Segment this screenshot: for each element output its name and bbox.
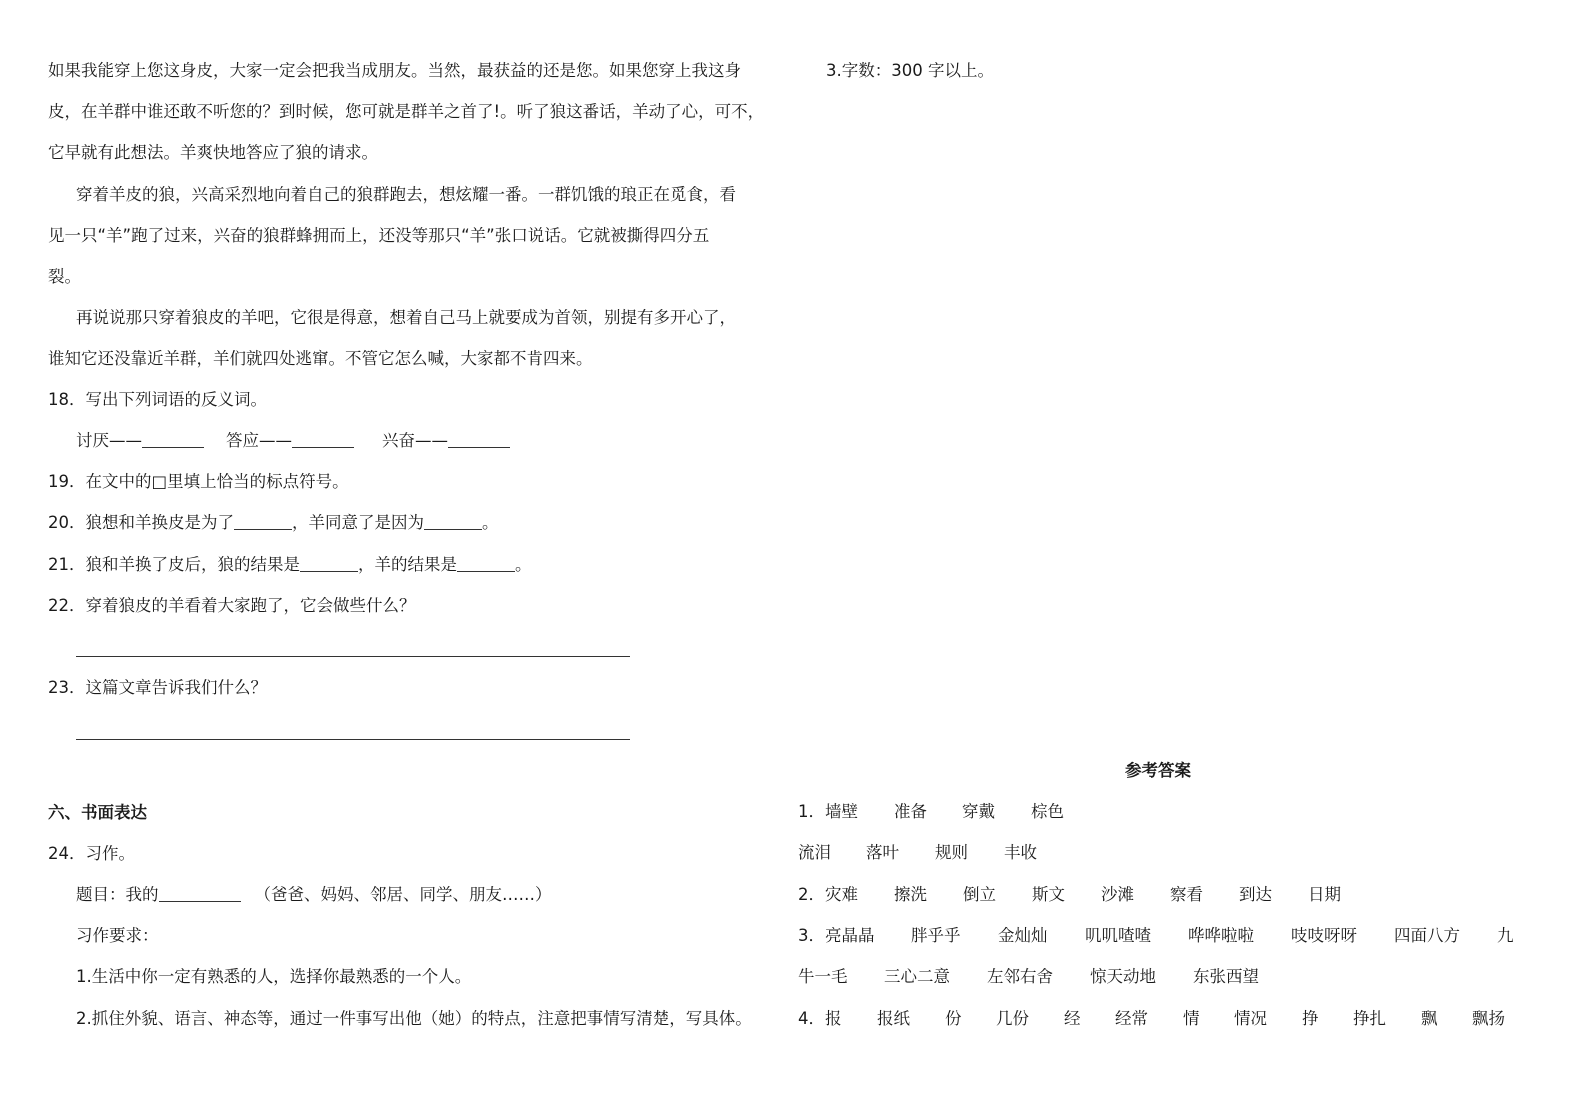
answer-word: 规则 (935, 843, 968, 862)
answer-word: 飘扬 (1472, 1009, 1505, 1028)
answer-word: 到达 (1239, 885, 1272, 904)
answer-blank[interactable] (234, 513, 292, 530)
answer-word: 左邻右舍 (987, 967, 1053, 986)
answer-line[interactable] (76, 656, 630, 657)
answer-blank[interactable] (448, 431, 510, 448)
answer-row (798, 801, 1100, 823)
answer-word: 四面八方 (1394, 926, 1460, 945)
answer-blank[interactable] (457, 555, 515, 572)
passage-line: 再说说那只穿着狼皮的羊吧，它很是得意，想着自己马上就要成为首领，别提有多开心了， (76, 308, 736, 327)
passage-line: 它早就有此想法。羊爽快地答应了狼的请求。 (48, 143, 378, 162)
passage-line: 穿着羊皮的狼，兴高采烈地向着自己的狼群跑去，想炫耀一番。一群饥饿的琅正在觅食，看 (76, 185, 736, 204)
answer-word: 日期 (1308, 885, 1341, 904)
answer-word: 准备 (894, 802, 927, 821)
answer-word: 挣扎 (1353, 1009, 1386, 1028)
requirement-item: 1.生活中你一定有熟悉的人，选择你最熟悉的一个人。 (76, 967, 472, 986)
question-20-text: 20．狼想和羊换皮是为了 (48, 513, 234, 532)
answer-word: 三心二意 (884, 967, 950, 986)
essay-topic-text: 题目：我的 (76, 885, 159, 904)
question-21 (48, 554, 532, 576)
question-22: 22．穿着狼皮的羊看着大家跑了，它会做些什么？ (48, 596, 416, 615)
answer-row (798, 966, 1296, 988)
answer-word: 哗哗啦啦 (1188, 926, 1254, 945)
passage-line: 谁知它还没靠近羊群，羊们就四处逃窜。不管它怎么喊，大家都不肯四来。 (48, 349, 593, 368)
answer-blank[interactable] (300, 555, 358, 572)
answer-word: 情况 (1234, 1009, 1267, 1028)
antonym-item (382, 430, 510, 452)
requirement-item: 2.抓住外貌、语言、神态等，通过一件事写出他（她）的特点，注意把事情写清楚，写具体。 (76, 1009, 752, 1028)
question-21-text: ，羊的结果是 (358, 555, 457, 574)
answer-word: 丰收 (1004, 843, 1037, 862)
antonym-word: 讨厌—— (76, 431, 142, 450)
answer-word: 流泪 (798, 843, 831, 862)
answer-line[interactable] (76, 739, 630, 740)
answer-word: 落叶 (866, 843, 899, 862)
antonym-word: 答应—— (226, 431, 292, 450)
essay-topic (76, 884, 552, 906)
essay-topic-options: （爸爸、妈妈、邻居、同学、朋友……） (254, 885, 552, 904)
answer-word: 惊天动地 (1090, 967, 1156, 986)
answer-word: 胖乎乎 (911, 926, 961, 945)
answer-row (798, 842, 1073, 864)
answer-blank[interactable] (292, 431, 354, 448)
answer-word: 经 (1064, 1009, 1081, 1028)
answer-word: 4．报 (798, 1009, 842, 1028)
passage-line: 如果我能穿上您这身皮，大家一定会把我当成朋友。当然，最获益的还是您。如果您穿上我这身 (48, 61, 741, 80)
answer-row (798, 1008, 1508, 1030)
answer-word: 报纸 (877, 1009, 910, 1028)
question-24: 24．习作。 (48, 844, 135, 863)
requirements-title: 习作要求： (76, 926, 159, 945)
question-19: 19．在文中的□里填上恰当的标点符号。 (48, 472, 349, 491)
answer-word: 斯文 (1032, 885, 1065, 904)
answer-key-title: 参考答案 (1125, 761, 1191, 780)
antonym-item (76, 430, 204, 452)
answer-word: 东张西望 (1193, 967, 1259, 986)
question-21-text: 21．狼和羊换了皮后，狼的结果是 (48, 555, 300, 574)
question-20 (48, 512, 499, 534)
answer-word: 经常 (1115, 1009, 1148, 1028)
question-21-text: 。 (515, 555, 532, 574)
antonym-row (76, 430, 510, 452)
requirement-item: 3.字数：300 字以上。 (826, 61, 994, 80)
answer-word: 3．亮晶晶 (798, 926, 875, 945)
answer-word: 沙滩 (1101, 885, 1134, 904)
answer-word: 飘 (1421, 1009, 1438, 1028)
answer-blank[interactable] (424, 513, 482, 530)
question-20-text: 。 (482, 513, 499, 532)
passage-line: 裂。 (48, 267, 81, 286)
answer-word: 1．墙壁 (798, 802, 858, 821)
passage-line: 见一只“羊”跑了过来，兴奋的狼群蜂拥而上，还没等那只“羊”张口说话。它就被撕得四分五 (48, 226, 710, 245)
answer-blank[interactable] (159, 885, 241, 902)
answer-word: 察看 (1170, 885, 1203, 904)
answer-word: 挣 (1302, 1009, 1319, 1028)
answer-word: 叽叽喳喳 (1085, 926, 1151, 945)
answer-row (798, 884, 1377, 906)
answer-word: 棕色 (1031, 802, 1064, 821)
answer-word: 2．灾难 (798, 885, 858, 904)
answer-row (798, 925, 1517, 947)
answer-word: 金灿灿 (998, 926, 1048, 945)
antonym-item (226, 430, 354, 452)
question-18: 18．写出下列词语的反义词。 (48, 390, 267, 409)
question-23: 23．这篇文章告诉我们什么？ (48, 678, 267, 697)
answer-word: 吱吱呀呀 (1291, 926, 1357, 945)
question-20-text: ，羊同意了是因为 (292, 513, 424, 532)
answer-word: 牛一毛 (798, 967, 848, 986)
answer-word: 九 (1497, 926, 1514, 945)
answer-word: 擦洗 (894, 885, 927, 904)
answer-word: 情 (1183, 1009, 1200, 1028)
antonym-word: 兴奋—— (382, 431, 448, 450)
section-heading: 六、书面表达 (48, 803, 147, 822)
answer-word: 穿戴 (962, 802, 995, 821)
answer-word: 倒立 (963, 885, 996, 904)
answer-word: 几份 (996, 1009, 1029, 1028)
answer-word: 份 (945, 1009, 962, 1028)
answer-blank[interactable] (142, 431, 204, 448)
passage-line: 皮，在羊群中谁还敢不听您的？到时候，您可就是群羊之首了!。听了狼这番话，羊动了心，可不， (48, 102, 765, 121)
